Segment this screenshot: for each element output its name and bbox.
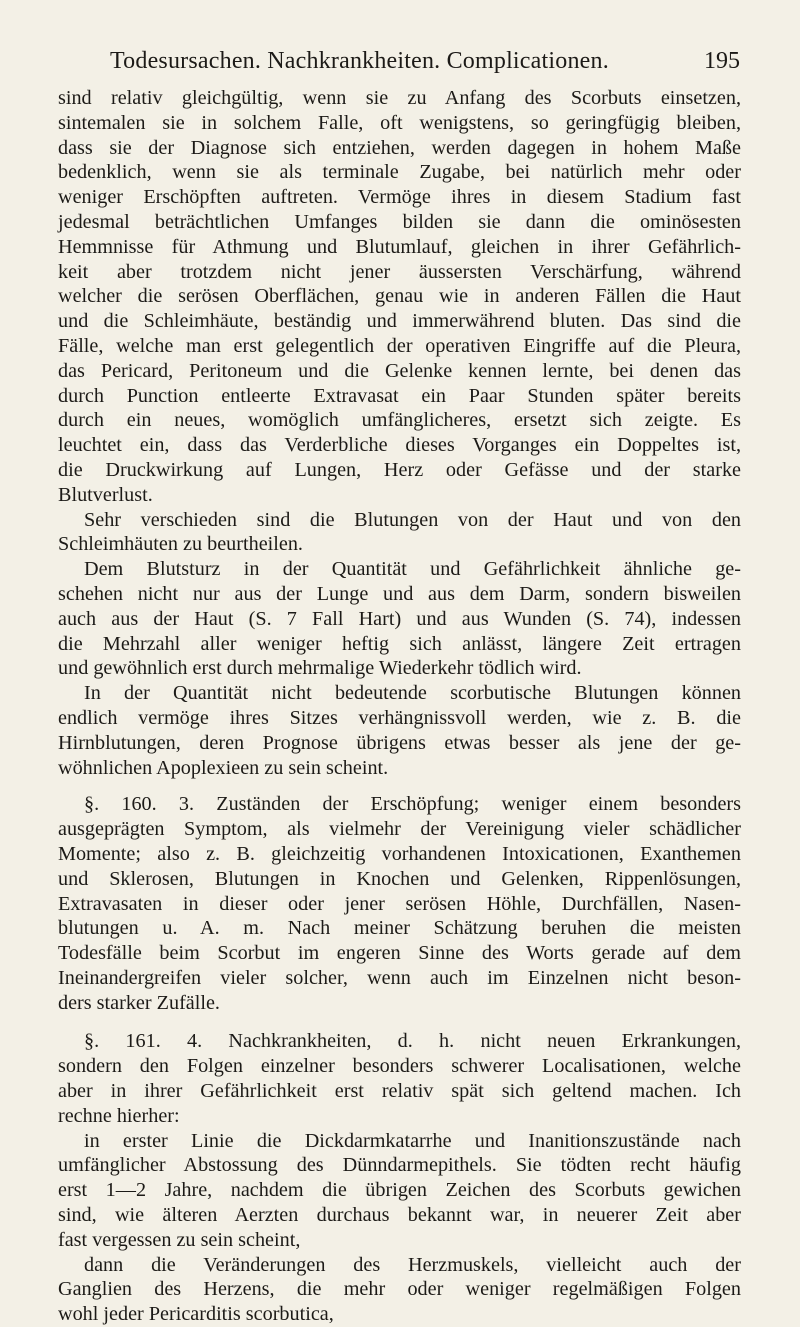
text-line: sind relativ gleichgültig, wenn sie zu Anfang des Scorbuts einsetzen,	[58, 87, 741, 109]
text-line: fast vergessen zu sein scheint,	[58, 1228, 301, 1251]
text-line: sondern den Folgen einzelner besonders schwerer Localisationen, welche	[58, 1055, 741, 1078]
text-line: ders starker Zufälle.	[58, 991, 220, 1014]
text-line: umfänglicher Abstossung des Dünndarmepithels. Sie tödten recht häufig	[58, 1154, 741, 1177]
text-line: wöhnlichen Apoplexieen zu sein scheint.	[58, 756, 389, 779]
text-line: Blutverlust.	[58, 483, 153, 506]
text-line: durch ein neues, womöglich umfänglicheres, ersetzt sich zeigte. Es	[58, 409, 741, 432]
paragraph-4	[58, 681, 741, 780]
section-160	[58, 792, 741, 1015]
text-line: aber in ihrer Gefährlichkeit erst relativ spät sich geltend machen. Ich	[58, 1080, 741, 1103]
text-line: dass sie der Diagnose sich entziehen, werden dagegen in hohem Maße	[58, 136, 741, 159]
paragraph-8	[58, 1253, 741, 1327]
text-line: auch aus der Haut (S. 7 Fall Hart) und aus Wunden (S. 74), indessen	[58, 607, 741, 630]
text-line: Fälle, welche man erst gelegentlich der operativen Eingriffe auf die Pleura,	[58, 334, 741, 357]
text-line: ausgeprägten Symptom, als vielmehr der Vereinigung vieler schädlicher	[58, 818, 741, 841]
text-line: erst 1—2 Jahre, nachdem die übrigen Zeichen des Scorbuts gewichen	[58, 1179, 741, 1202]
text-line: rechne hierher:	[58, 1104, 180, 1127]
text-line: Dem Blutsturz in der Quantität und Gefährlichkeit ähnliche ge-	[84, 558, 741, 581]
text-line: Hirnblutungen, deren Prognose übrigens etwas besser als jene der ge-	[58, 731, 741, 754]
text-line: Sehr verschieden sind die Blutungen von der Haut und von den	[84, 508, 741, 531]
text-line: die Mehrzahl aller weniger heftig sich anlässt, längere Zeit ertragen	[58, 632, 741, 655]
text-line: und die Schleimhäute, beständig und immerwährend bluten. Das sind die	[58, 310, 741, 333]
text-line: und gewöhnlich erst durch mehrmalige Wiederkehr tödlich wird.	[58, 657, 582, 680]
text-line: und Sklerosen, Blutungen in Knochen und Gelenken, Rippenlösungen,	[58, 867, 741, 890]
text-line: Hemmnisse für Athmung und Blutumlauf, gleichen in ihrer Gefährlich-	[58, 235, 741, 258]
text-line: durch Punction entleerte Extravasat ein Paar Stunden später bereits	[58, 384, 741, 407]
text-line: Momente; also z. B. gleichzeitig vorhandenen Intoxicationen, Exanthemen	[58, 842, 741, 865]
text-line: blutungen u. A. m. Nach meiner Schätzung beruhen die meisten	[58, 917, 741, 940]
text-line: in erster Linie die Dickdarmkatarrhe und Inanitionszustände nach	[84, 1129, 741, 1152]
text-line: weniger Erschöpften auftreten. Vermöge ihres in diesem Stadium fast	[58, 186, 741, 209]
section-heading-line: §. 161. 4. Nachkrankheiten, d. h. nicht neuen Erkrankungen,	[84, 1030, 741, 1053]
page-number: 195	[704, 48, 740, 74]
paragraph-7	[58, 1129, 741, 1253]
text-line: welcher die serösen Oberflächen, genau wie in anderen Fällen die Haut	[58, 285, 741, 308]
text-line: keit aber trotzdem nicht jener äussersten Verschärfung, während	[58, 260, 741, 283]
text-line: Ineinandergreifen vieler solcher, wenn auch im Einzelnen nicht beson-	[58, 966, 741, 989]
text-line: leuchtet ein, dass das Verderbliche dieses Vorganges ein Doppeltes ist,	[58, 434, 741, 457]
text-line: sintemalen sie in solchem Falle, oft wenigstens, so geringfügig bleiben,	[58, 111, 741, 134]
text-line: das Pericard, Peritoneum und die Gelenke kennen lernte, bei denen das	[58, 359, 741, 382]
section-heading-line: §. 160. 3. Zuständen der Erschöpfung; weniger einem besonders	[84, 793, 741, 816]
text-line: jedesmal beträchtlichen Umfanges bilden sie dann die ominösesten	[58, 210, 741, 233]
text-line: In der Quantität nicht bedeutende scorbutische Blutungen können	[84, 682, 741, 705]
text-line: Todesfälle beim Scorbut im engeren Sinne des Worts gerade auf dem	[58, 942, 741, 965]
text-line: schehen nicht nur aus der Lunge und aus dem Darm, sondern bisweilen	[58, 582, 741, 605]
text-line: Schleimhäuten zu beurtheilen.	[58, 533, 303, 556]
paragraph-2	[58, 508, 741, 558]
text-line: endlich vermöge ihres Sitzes verhängnissvoll werden, wie z. B. die	[58, 706, 741, 729]
text-line: sind, wie älteren Aerzten durchaus bekannt war, in neuerer Zeit aber	[58, 1204, 741, 1227]
paragraph-1	[58, 86, 741, 508]
text-line: wohl jeder Pericarditis scorbutica,	[58, 1303, 334, 1326]
text-line: Extravasaten in dieser oder jener serösen Höhle, Durchfällen, Nasen-	[58, 892, 741, 915]
section-161	[58, 1029, 741, 1128]
text-line: die Druckwirkung auf Lungen, Herz oder Gefässe und der starke	[58, 458, 741, 481]
paragraph-3	[58, 557, 741, 681]
running-head	[60, 48, 740, 84]
body-text	[58, 86, 741, 1327]
text-line: bedenklich, wenn sie als terminale Zugabe, bei natürlich mehr oder	[58, 161, 741, 184]
running-head-title: Todesursachen. Nachkrankheiten. Complicationen.	[110, 48, 609, 74]
text-line: dann die Veränderungen des Herzmuskels, vielleicht auch der	[84, 1253, 741, 1276]
text-line: Ganglien des Herzens, die mehr oder weniger regelmäßigen Folgen	[58, 1278, 741, 1301]
